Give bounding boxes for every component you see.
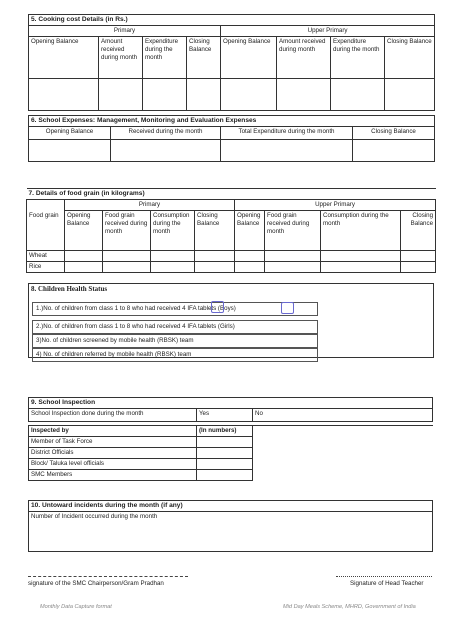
cell[interactable]: [103, 251, 151, 262]
cell[interactable]: [321, 262, 401, 273]
cell[interactable]: [151, 251, 195, 262]
upper-primary-header: Upper Primary: [221, 26, 435, 37]
consumption-header: Consumption during the month: [151, 211, 195, 251]
cell: [253, 426, 433, 437]
health-row-4: [32, 348, 318, 362]
cell: [27, 200, 65, 211]
cell[interactable]: [197, 459, 253, 470]
cell[interactable]: [29, 79, 99, 111]
in-numbers-label: (In numbers): [197, 426, 253, 437]
opening-balance-header: Opening Balance: [29, 37, 99, 79]
opening-balance-header: Opening Balance: [65, 211, 103, 251]
signature-line-left: [28, 576, 188, 577]
smc-signature-label: signature of the SMC Chairperson/Gram Pradhan: [28, 580, 164, 587]
footer-left: Monthly Data Capture format: [40, 604, 112, 610]
yes-option[interactable]: Yes: [197, 409, 253, 422]
cell[interactable]: [265, 262, 321, 273]
cell[interactable]: [103, 262, 151, 273]
cell[interactable]: [235, 262, 265, 273]
inspector-smc: SMC Members: [29, 470, 197, 481]
inspection-done-label: School Inspection done during the month: [29, 409, 197, 422]
opening-balance-header: Opening Balance: [221, 37, 277, 79]
cell[interactable]: [151, 262, 195, 273]
footer-right: Mid Day Meals Scheme, MHRD, Government of India: [283, 604, 416, 610]
cell: [253, 470, 433, 481]
children-health-section: [28, 283, 434, 358]
expenditure-header: Expenditure during the month: [143, 37, 187, 79]
food-grain-table: [26, 188, 436, 273]
inspector-district: District Officials: [29, 448, 197, 459]
cell[interactable]: [277, 79, 331, 111]
school-expenses-table: [28, 115, 435, 162]
opening-balance-header: Opening Balance: [29, 127, 111, 140]
cooking-cost-table: [28, 14, 435, 111]
row-label-rice: Rice: [27, 262, 65, 273]
cell[interactable]: [321, 251, 401, 262]
opening-balance-header: Opening Balance: [235, 211, 265, 251]
amount-received-header: Amount received during month: [99, 37, 143, 79]
upper-primary-header: Upper Primary: [235, 200, 436, 211]
cell: [253, 437, 433, 448]
received-header: Food grain received during month: [103, 211, 151, 251]
health-row-label: 3)No. of children screened by mobile health (RBSK) team: [36, 337, 194, 344]
closing-balance-header: Closing Balance: [353, 127, 435, 140]
received-header: Received during the month: [111, 127, 221, 140]
section-7-title: 7. Details of food grain (in kilograms): [27, 189, 436, 200]
incident-count-label: Number of Incident occurred during the month: [29, 512, 433, 552]
cell[interactable]: [221, 140, 353, 162]
ifa-boys-count-input[interactable]: [281, 302, 294, 314]
signature-line-right: [336, 576, 432, 577]
cell[interactable]: [29, 140, 111, 162]
school-inspection-table: [28, 397, 433, 481]
primary-header: Primary: [65, 200, 235, 211]
primary-header: Primary: [29, 26, 221, 37]
closing-balance-header: Closing Balance: [187, 37, 221, 79]
cell[interactable]: [353, 140, 435, 162]
health-row-label: 2.)No. of children from class 1 to 8 who had received 4 IFA tablets (Girls): [36, 323, 235, 330]
cell: [253, 448, 433, 459]
cell[interactable]: [197, 437, 253, 448]
cell: [253, 459, 433, 470]
inspector-task-force: Member of Task Force: [29, 437, 197, 448]
cell[interactable]: [195, 262, 235, 273]
section-6-title: 6. School Expenses: Management, Monitoring and Evaluation Expenses: [29, 116, 435, 127]
section-9-title: 9. School Inspection: [29, 398, 433, 409]
cell[interactable]: [65, 262, 103, 273]
cell[interactable]: [401, 262, 436, 273]
health-row-label: 4) No. of children referred by mobile health (RBSK) team: [36, 351, 192, 358]
cell[interactable]: [197, 470, 253, 481]
food-grain-header: Food grain: [27, 211, 65, 251]
cell[interactable]: [197, 448, 253, 459]
total-expenditure-header: Total Expenditure during the month: [221, 127, 353, 140]
cell[interactable]: [195, 251, 235, 262]
consumption-header: Consumption during the month: [321, 211, 401, 251]
closing-balance-header: Closing Balance: [195, 211, 235, 251]
cell[interactable]: [65, 251, 103, 262]
cell[interactable]: [235, 251, 265, 262]
received-header: Food grain received during month: [265, 211, 321, 251]
no-option[interactable]: No: [253, 409, 433, 422]
cell[interactable]: [385, 79, 435, 111]
row-label-wheat: Wheat: [27, 251, 65, 262]
health-row-2: [32, 320, 318, 334]
inspector-block: Block/ Taluka level officials: [29, 459, 197, 470]
cell[interactable]: [331, 79, 385, 111]
closing-balance-header: Closing Balance: [385, 37, 435, 79]
head-teacher-signature-label: Signature of Head Teacher: [350, 580, 424, 587]
section-10-title: 10. Untoward incidents during the month (if any): [29, 501, 433, 512]
health-row-label: 1.)No. of children from class 1 to 8 who had received 4 IFA tablets (Boys): [36, 305, 236, 312]
cell[interactable]: [187, 79, 221, 111]
health-row-1: [32, 302, 318, 316]
section-8-title: 8. Children Health Status: [31, 285, 108, 293]
cell[interactable]: [401, 251, 436, 262]
cell[interactable]: [221, 79, 277, 111]
health-row-3: [32, 334, 318, 348]
inspected-by-label: Inspected by: [29, 426, 197, 437]
cell[interactable]: [265, 251, 321, 262]
section-5-title: 5. Cooking cost Details (in Rs.): [29, 15, 435, 26]
cell[interactable]: [111, 140, 221, 162]
ifa-boys-input[interactable]: [211, 301, 224, 313]
amount-received-header: Amount received during month: [277, 37, 331, 79]
untoward-incidents-table: [28, 500, 433, 552]
cell[interactable]: [143, 79, 187, 111]
cell[interactable]: [99, 79, 143, 111]
closing-balance-header: Closing Balance: [401, 211, 436, 251]
expenditure-header: Expenditure during the month: [331, 37, 385, 79]
